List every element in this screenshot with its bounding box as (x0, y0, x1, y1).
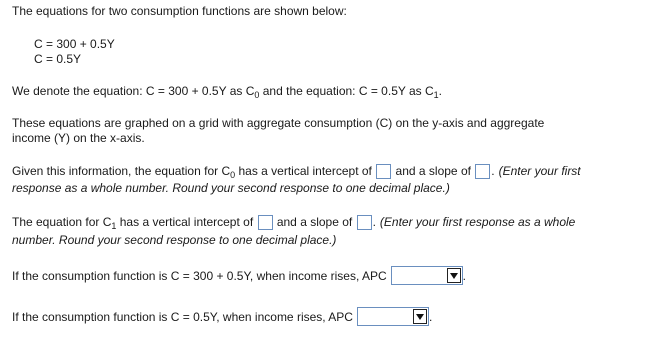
question-apc-c1: If the consumption function is C = 0.5Y, when income rises, APC . (12, 307, 432, 326)
c0-slope-input[interactable] (475, 164, 490, 179)
apc-c0-dropdown[interactable] (391, 266, 463, 285)
question-c1-hint: number. Round your second response to one decimal place.) (12, 233, 337, 247)
intro-text: The equations for two consumption functions are shown below: (12, 4, 347, 18)
apc-c1-dropdown[interactable] (357, 307, 429, 326)
c1-intercept-input[interactable] (258, 215, 273, 230)
question-c0-line1: Given this information, the equation for $C_0$ has a vertical intercept of and a slope of . (Enter your first (12, 164, 581, 180)
question-apc-c0: If the consumption function is C = 300 + 0.5Y, when income rises, APC . (12, 266, 466, 285)
triangle-down-icon (416, 314, 424, 320)
c1-slope-input[interactable] (357, 215, 372, 230)
dropdown-button[interactable] (447, 268, 461, 283)
question-c0-hint: response as a whole number. Round your second response to one decimal place.) (12, 181, 450, 195)
denote-text: We denote the equation: C = 300 + 0.5Y as $C_0$ and the equation: C = 0.5Y as $C_1$. (12, 84, 443, 100)
triangle-down-icon (450, 273, 458, 279)
c0-intercept-input[interactable] (376, 164, 391, 179)
graph-description-line2: income (Y) on the x-axis. (12, 131, 145, 145)
equation-2: C = 0.5Y (34, 52, 82, 66)
dropdown-button[interactable] (413, 309, 427, 324)
graph-description-line1: These equations are graphed on a grid with aggregate consumption (C) on the y-axis and aggregate (12, 116, 545, 130)
equation-1: C = 300 + 0.5Y (34, 37, 115, 51)
question-c1-line1: The equation for $C_1$ has a vertical intercept of and a slope of . (Enter your first response as a whole (12, 215, 576, 231)
